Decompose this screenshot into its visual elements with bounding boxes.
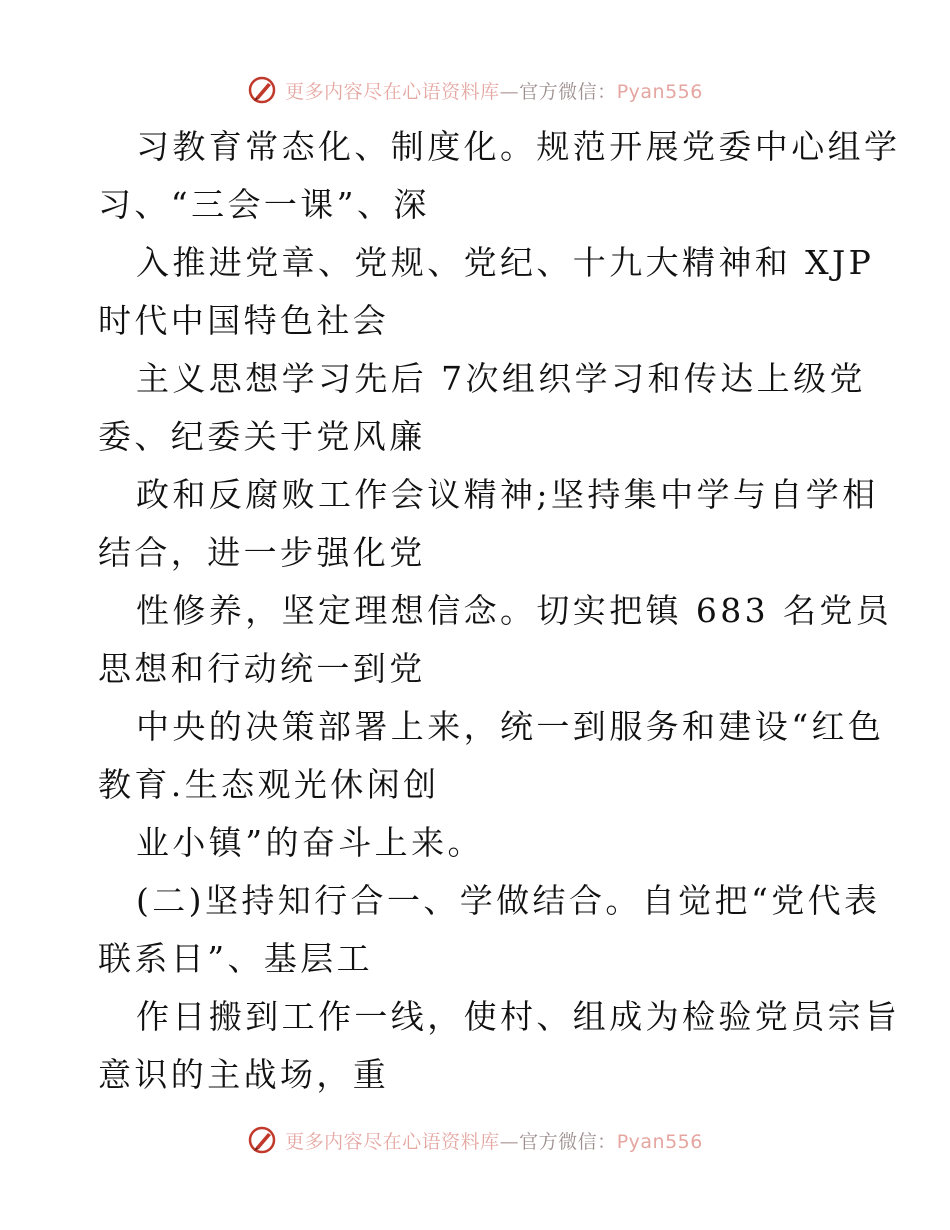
text-line: 思想和行动统一到党 [98, 649, 426, 688]
text-line: 中央的决策部署上来，统一到服务和建设“红色 [136, 707, 885, 746]
watermark-brand: 更多内容尽在心语资料库 [285, 1130, 500, 1153]
watermark-text [285, 77, 703, 104]
pen-logo-icon [247, 75, 277, 105]
document-body [98, 118, 901, 1104]
text-line: 政和反腐败工作会议精神;坚持集中学与自学相 [136, 475, 879, 514]
text-line: 性修养，坚定理想信念。切实把镇 683 名党员 [136, 591, 893, 630]
text-line: 联系日”、基层工 [98, 939, 374, 978]
header-watermark [0, 70, 950, 110]
watermark-official: 官方微信： [519, 1130, 617, 1153]
pen-logo-icon [247, 1125, 277, 1155]
text-line: 习、“三会一课”、深 [98, 185, 430, 224]
text-line: 教育.生态观光休闲创 [98, 765, 440, 804]
watermark-id: Pyan556 [616, 80, 703, 103]
text-line: 主义思想学习先后 7次组织学习和传达上级党 [136, 359, 866, 398]
text-line: 结合，进一步强化党 [98, 533, 426, 572]
text-line: 作日搬到工作一线，使村、组成为检验党员宗旨 [136, 997, 901, 1036]
watermark-dash: — [499, 1130, 520, 1153]
text-line: 时代中国特色社会 [98, 301, 390, 340]
watermark-text [285, 1127, 703, 1154]
watermark-id: Pyan556 [616, 1130, 703, 1153]
text-line: (二)坚持知行合一、学做结合。自觉把“党代表 [136, 881, 881, 920]
text-line: 委、纪委关于党风廉 [98, 417, 426, 456]
text-line: 习教育常态化、制度化。规范开展党委中心组学 [136, 127, 901, 166]
text-line: 意识的主战场，重 [98, 1055, 390, 1094]
text-line: 业小镇”的奋斗上来。 [136, 823, 484, 862]
watermark-dash: — [499, 80, 520, 103]
watermark-brand: 更多内容尽在心语资料库 [285, 80, 500, 103]
footer-watermark [0, 1120, 950, 1160]
text-line: 入推进党章、党规、党纪、十九大精神和 XJP [136, 243, 875, 282]
watermark-official: 官方微信： [519, 80, 617, 103]
